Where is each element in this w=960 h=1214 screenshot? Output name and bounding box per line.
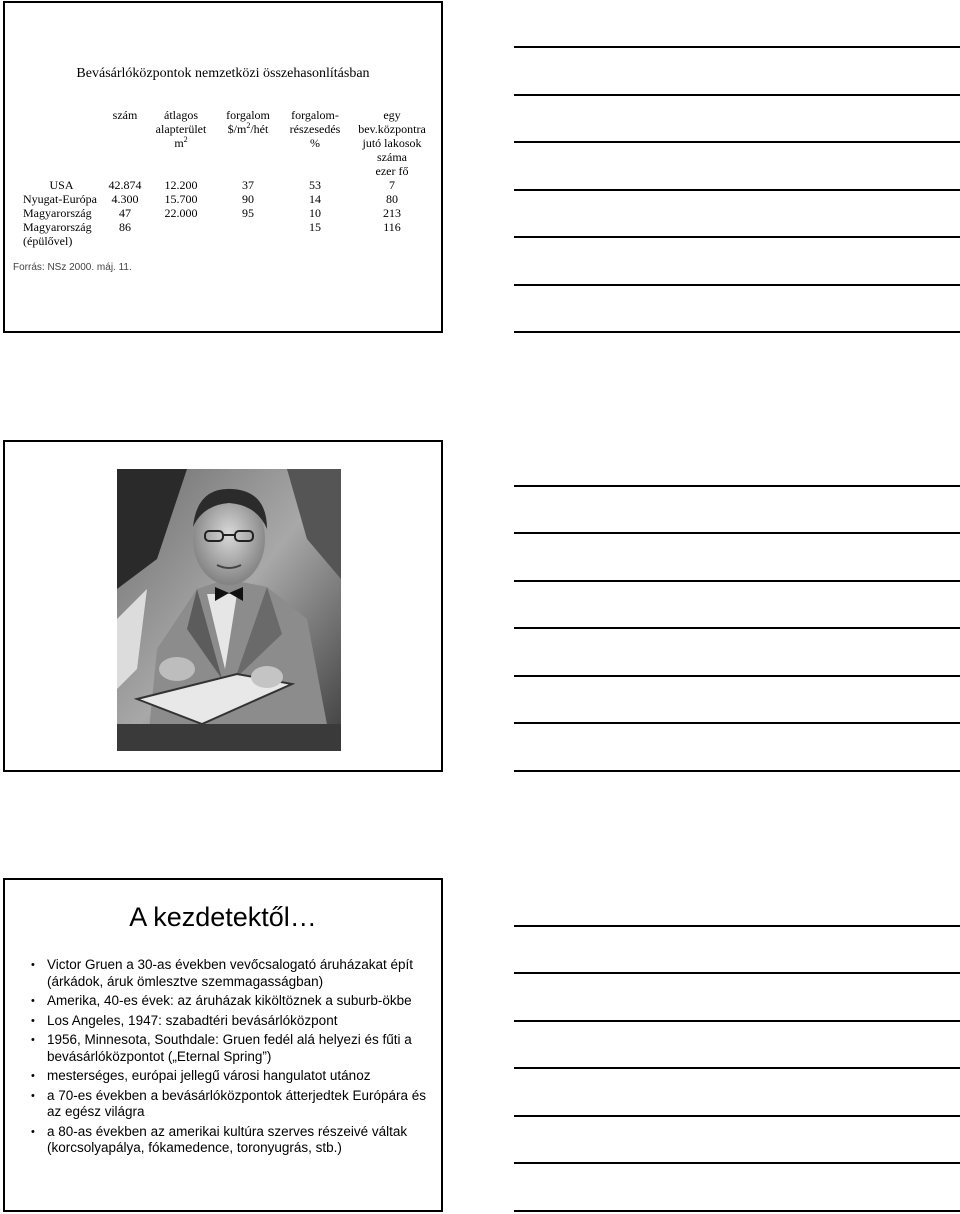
cell-share: 53 [309,178,321,192]
cell-population: 116 [383,220,401,234]
note-line [514,770,960,772]
row-label-line1: Magyarország [23,220,92,234]
cell-population: 213 [383,206,401,220]
cell-share: 15 [309,220,321,234]
header-pop-line4: száma [377,150,407,164]
table-row [17,206,435,220]
header-area-line3: m [174,136,184,150]
list-item: • a 70-es években a bevásárlóközpontok átterjedtek Európára és az egész világra [27,1088,427,1121]
note-line [514,1210,960,1212]
note-line [514,580,960,582]
header-count: szám [112,108,138,122]
row-label-line2: (épülővel) [23,234,73,248]
header-turnover-sup: 2 [246,121,251,130]
list-item: • 1956, Minnesota, Southdale: Gruen fedél alá helyezi és fűti a bevásárlóközpontot („Eternal Spring”) [27,1032,427,1065]
bullet-list [27,957,427,1160]
slide-3 [3,878,443,1212]
list-item: • Amerika, 40-es évek: az áruházak kiköltöznek a suburb-ökbe [27,993,427,1010]
header-share-line2: részesedés [289,122,341,136]
header-share-line3: % [310,136,320,150]
header-share [281,108,349,178]
note-line [514,1020,960,1022]
note-line [514,1115,960,1117]
cell-area: 15.700 [164,192,198,206]
cell-area [147,220,215,248]
note-line [514,675,960,677]
note-line [514,331,960,333]
note-line [514,627,960,629]
row-label: USA [49,178,74,192]
header-area-line2: alapterület [155,122,207,136]
note-line [514,141,960,143]
list-item: • Los Angeles, 1947: szabadtéri bevásárlóközpont [27,1013,427,1030]
header-pop-line1: egy [383,108,401,122]
note-line [514,532,960,534]
note-line [514,94,960,96]
row-label [17,220,103,248]
header-turnover-unit-a: $/m [227,122,247,136]
slide-2 [3,440,443,772]
portrait-photo [117,469,341,751]
list-item: • mesterséges, európai jellegű városi hangulatot utánoz [27,1068,427,1085]
note-line [514,972,960,974]
cell-area: 22.000 [164,206,198,220]
source-note: Forrás: NSz 2000. máj. 11. [13,262,132,273]
cell-population: 80 [386,192,398,206]
note-line [514,189,960,191]
note-line [514,46,960,48]
header-population [349,108,435,178]
header-pop-line5: ezer fő [375,164,409,178]
slide-1 [3,1,443,333]
cell-turnover: 95 [242,206,254,220]
cell-count: 86 [119,220,131,234]
table-row [17,220,435,248]
header-corner [17,108,103,178]
note-line [514,284,960,286]
cell-count: 47 [119,206,131,220]
cell-turnover: 37 [242,178,254,192]
slide-3-title: A kezdetektől… [129,902,317,932]
header-area [147,108,215,178]
slide-1-title: Bevásárlóközpontok nemzetközi összehasonlításban [76,66,370,81]
cell-turnover [215,220,281,248]
cell-count: 4.300 [111,192,139,206]
comparison-table [17,108,435,248]
header-pop-line2: bev.központra [358,122,426,136]
header-turnover-line1: forgalom [226,108,270,122]
note-line [514,236,960,238]
list-item: • Victor Gruen a 30-as években vevőcsalogató áruházakat épít (árkádok, áruk ömlesztve szemmagasságban) [27,957,427,990]
note-line [514,722,960,724]
cell-count: 42.874 [108,178,142,192]
header-turnover [215,108,281,178]
note-line [514,925,960,927]
table-row [17,178,435,192]
portrait-photo-graphic [117,469,341,751]
cell-population: 7 [389,178,395,192]
header-turnover-unit-b: /hét [250,122,269,136]
header-share-line1: forgalom- [291,108,339,122]
row-label: Nyugat-Európa [23,192,97,206]
cell-turnover: 90 [242,192,254,206]
note-line [514,1067,960,1069]
header-area-sup: 2 [183,135,188,144]
table-header-row [17,108,435,178]
row-label: Magyarország [23,206,92,220]
cell-area: 12.200 [164,178,198,192]
list-item: • a 80-as években az amerikai kultúra szerves részeivé váltak (korcsolyapálya, fókamedence, toronyugrás, stb.) [27,1124,427,1157]
header-pop-line3: jutó lakosok [362,136,422,150]
header-area-line1: átlagos [164,108,198,122]
table-row [17,192,435,206]
note-line [514,485,960,487]
cell-share: 14 [309,192,321,206]
cell-share: 10 [309,206,321,220]
note-line [514,1162,960,1164]
